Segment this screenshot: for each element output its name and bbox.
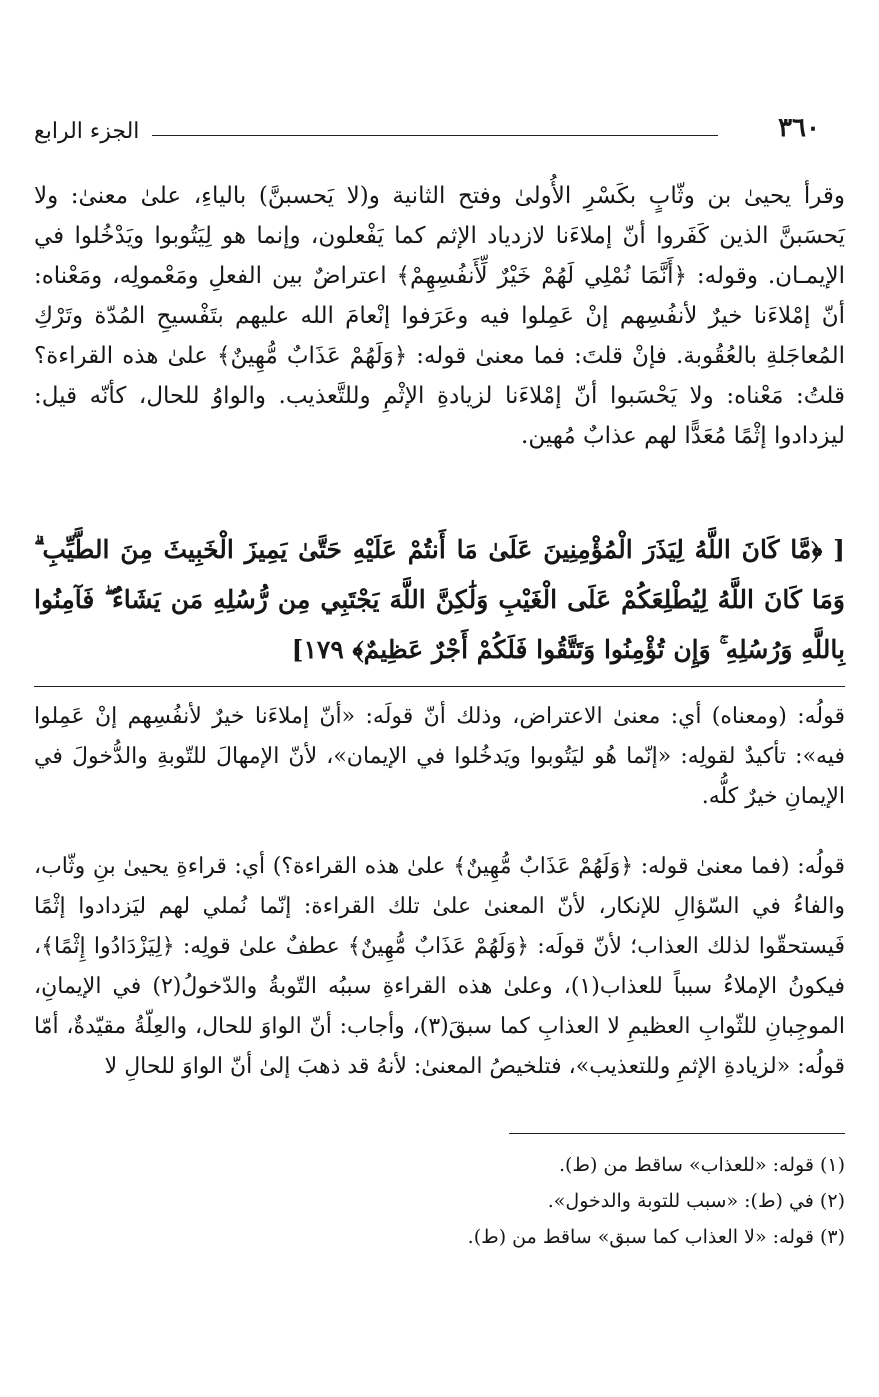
- commentary-paragraph-2: قولُه: (فما معنىٰ قوله: ﴿وَلَهُمْ عَذَابٌ مُّهِينٌ﴾ علىٰ هذه القراءة؟) أي: قراءةِ يحيىٰ بنِ وثّاب، والفاءُ في السّؤالِ للإنكار، لأنّ المعنىٰ علىٰ تلك القراءة: إنّما نُملي لهم ليَزدادوا إثْمًا فَيستحقّوا لذلك العذاب؛ لأنّ قولَه: ﴿وَلَهُمْ عَذَابٌ مُّهِينٌ﴾ عطفٌ علىٰ قولِه: ﴿لِيَزْدَادُوا إِثْمًا﴾، فيكونُ الإملاءُ سبباً للعذاب(١)، وعلىٰ هذه القراءةِ سببُه التّوبةُ والدّخولُ(٢) في الإيمانِ، الموجِبانِ للثّوابِ العظيمِ لا العذابِ كما سبقَ(٣)، وأجاب: أنّ الواوَ للحال، والعِلّةُ مقيّدةٌ، أمّا قولُه: «لزيادةِ الإثمِ وللتعذيب»، فتلخيصُ المعنىٰ: لأنهُ قد ذهبَ إلىٰ أنّ الواوَ للحالِ لا: [34, 854, 845, 1079]
- page-header: [34, 113, 820, 153]
- section-divider: [34, 686, 845, 687]
- footnote-2: (٢) في (ط): «سبب للتوبة والدخول».: [547, 1190, 845, 1212]
- footnote-rule: [509, 1133, 845, 1134]
- running-title: الجزء الرابع: [34, 119, 140, 144]
- footnote-3: (٣) قوله: «لا العذاب كما سبق» ساقط من (ط).: [467, 1226, 845, 1248]
- commentary-paragraph-1: قولُه: (ومعناه) أي: معنىٰ الاعتراض، وذلك أنّ قولَه: «أنّ إملاءَنا خيرٌ لأنفُسِهم إنْ عَمِلوا فيه»: تأكيدٌ لقولِه: «إنّما هُو ليَتُوبوا ويَدخُلوا في الإيمان»، لأنّ الإمهالَ للتّوبةِ والدُّخولَ في الإيمانِ خيرٌ كلُّه.: [34, 704, 845, 809]
- quran-verse: [ ﴿مَّا كَانَ اللَّهُ لِيَذَرَ الْمُؤْمِنِينَ عَلَىٰ مَا أَنتُمْ عَلَيْهِ حَتَّىٰ يَمِيزَ الْخَبِيثَ مِنَ الطَّيِّبِ ۗ وَمَا كَانَ اللَّهُ لِيُطْلِعَكُمْ عَلَى الْغَيْبِ وَلَٰكِنَّ اللَّهَ يَجْتَبِي مِن رُّسُلِهِ مَن يَشَاءُ ۖ فَآمِنُوا بِاللَّهِ وَرُسُلِهِ ۚ وَإِن تُؤْمِنُوا وَتَتَّقُوا فَلَكُمْ أَجْرٌ عَظِيمٌ﴾ ١٧٩]: [34, 535, 845, 664]
- page-number: ٣٦٠: [778, 113, 820, 143]
- footnotes-list: [34, 1147, 845, 1255]
- main-text-paragraph: وقرأ يحيىٰ بن وثّابٍ بكَسْرِ الأُولىٰ وفتح الثانية و(لا يَحسبنَّ) بالياءِ، علىٰ معنىٰ: ولا يَحسَبنَّ الذين كَفَروا أنّ إملاءَنا لازدياد الإثم كما يَفْعلون، وإنما هو لِيَتُوبوا ويَدْخُلوا في الإيمـان. وقوله: ﴿أَنَّمَا نُمْلِي لَهُمْ خَيْرٌ لِّأَنفُسِهِمْ﴾ اعتراضٌ بين الفعلِ ومَعْمولِه، ومَعْناه: أنّ إمْلاءَنا خيرٌ لأنفُسِهم إنْ عَمِلوا فيه وعَرَفوا إنْعامَ الله عليهم بتَفْسيحِ المُدّة وتَرْكِ المُعاجَلةِ بالعُقُوبة. فإنْ قلتَ: فما معنىٰ قوله: ﴿وَلَهُمْ عَذَابٌ مُّهِينٌ﴾ علىٰ هذه القراءة؟ قلتُ: مَعْناه: ولا يَحْسَبوا أنّ إمْلاءَنا لزيادةِ الإثْمِ وللتَّعذيب. والواوُ للحال، كأنّه قيل: ليزدادوا إثْمًا مُعَدًّا لهم عذابٌ مُهين.: [34, 183, 845, 449]
- header-rule: [152, 135, 718, 136]
- footnote-1: (١) قوله: «للعذاب» ساقط من (ط).: [558, 1154, 845, 1176]
